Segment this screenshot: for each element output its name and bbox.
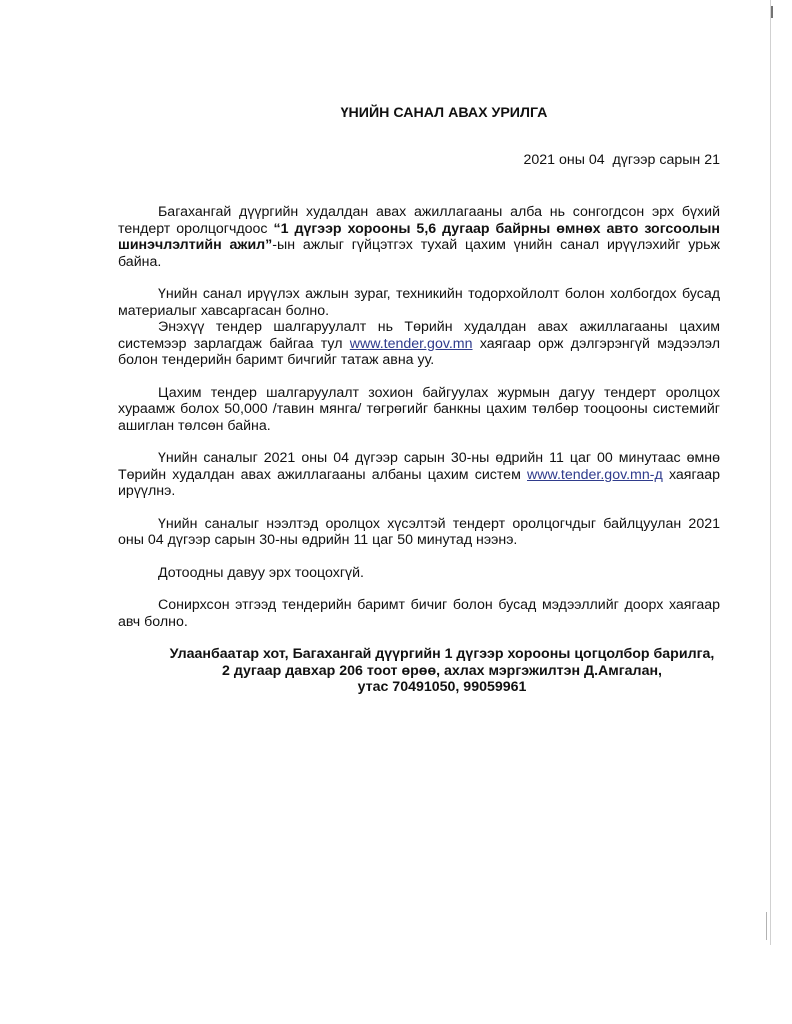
fee-paragraph: Цахим тендер шалгаруулалт зохион байгуулах журмын дагуу тендерт оролцох хураамж болох 50,000 /тавин мянга/ төгрөгийг банкны цахим төлбөр тооцооны системийг ашиглан төлсөн байна. (118, 384, 720, 434)
tender-system-link[interactable]: www.tender.gov.mn-д (527, 466, 663, 483)
deadline-text: Үнийн саналыг 2021 оны 04 дүгээр сарын 30-ны өдрийн 11 цаг 00 минутаас өмнө Төрийн худалдан авах ажиллагааны албаны цахим систем (118, 450, 720, 483)
tender-website-link[interactable]: www.tender.gov.mn (349, 335, 473, 352)
address-line: Улаанбаатар хот, Багахангай дүүргийн 1 дүгээр хорооны цогцолбор барилга, (169, 646, 715, 662)
opening-paragraph: Үнийн саналыг нээлтэд оролцох хүсэлтэй тендерт оролцогчдыг байлцуулан 2021 оны 04 дүгээр сарын 30-ны өдрийн 11 цаг 50 минутад нээнэ. (118, 515, 720, 548)
deadline-text-end: хаягаар ирүүлнэ. (118, 466, 721, 499)
system-text: Энэхүү тендер шалгаруулалт нь Төрийн худалдан авах ажиллагааны цахим системээр зарлагдаж байгаа тул (118, 319, 720, 352)
contact-note-paragraph: Сонирхсон этгээд тендерийн баримт бичиг болон бусад мэдээллийг доорх хаягаар авч болно. (118, 597, 720, 630)
scan-edge-line (770, 0, 771, 945)
project-name: “1 дүгээр хорооны 5,6 дугаар байрны өмнөх авто зогсоолын шинэчлэлтийн ажил” (118, 220, 720, 253)
phone-line: утас 70491050, 99059961 (357, 679, 527, 695)
scan-mark (771, 6, 773, 18)
scan-mark (766, 912, 767, 940)
intro-text: Багахангай дүүргийн худалдан авах ажиллагааны алба нь сонгогдсон эрх бүхий тендерт оролцогчдоос (118, 204, 720, 237)
address-line: 2 дугаар давхар 206 тоот өрөө, ахлах мэргэжилтэн Д.Амгалан, (222, 662, 662, 679)
deadline-paragraph (118, 450, 720, 500)
document-date: 2021 оны 04 дүгээр сарын 21 (523, 152, 720, 168)
intro-paragraph (118, 204, 720, 270)
intro-text-end: -ын ажлыг гүйцэтгэх тухай цахим үнийн санал ирүүлэхийг урьж байна. (118, 237, 720, 270)
contact-address (118, 646, 720, 696)
preference-paragraph: Дотоодны давуу эрх тооцохгүй. (158, 564, 364, 581)
system-paragraph (118, 319, 720, 369)
document-title: ҮНИЙН САНАЛ АВАХ УРИЛГА (340, 105, 548, 121)
document-body (118, 204, 720, 696)
materials-paragraph: Үнийн санал ирүүлэх ажлын зураг, техникийн тодорхойлолт болон холбогдох бусад материалыг хавсаргасан болно. (118, 286, 720, 319)
system-text-end: хаягаар орж дэлгэрэнгүй мэдээлэл болон тендерийн баримт бичгийг татаж авна уу. (118, 335, 720, 368)
